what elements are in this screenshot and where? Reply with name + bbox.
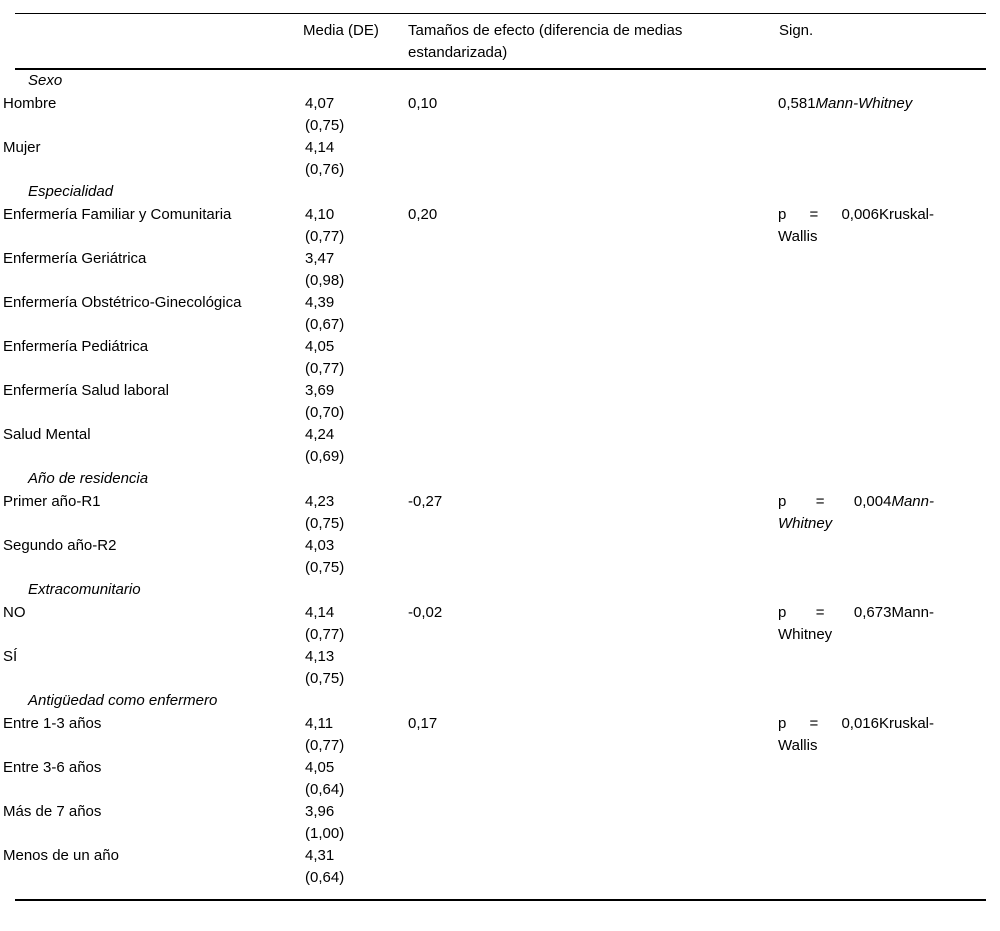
section-title: Especialidad (28, 183, 114, 200)
mean-value: 3,69 (305, 382, 335, 399)
mean-sd-cell (303, 801, 408, 845)
table-row-salud-laboral (0, 380, 1000, 424)
sign-eq: = (815, 604, 825, 621)
sign-value: 0,006 (841, 206, 879, 223)
effect-size-value: 0,17 (408, 715, 438, 732)
table-row-mas-de-7 (0, 801, 1000, 845)
table-row-familiar-comunitaria (0, 204, 1000, 248)
table-row-salud-mental (0, 424, 1000, 468)
mean-value: 4,14 (305, 604, 335, 621)
mean-sd-cell (303, 336, 408, 380)
sign-test-name: Mann-Whitney (815, 95, 913, 112)
row-label: Menos de un año (3, 847, 119, 864)
row-label: Enfermería Familiar y Comunitaria (3, 206, 232, 223)
sd-value: (1,00) (305, 825, 345, 842)
sign-test-name: Kruskal-Wallis (778, 715, 935, 754)
sd-value: (0,77) (305, 228, 345, 245)
significance-cell (778, 713, 934, 757)
sd-value: (0,67) (305, 316, 345, 333)
row-label: Mujer (3, 139, 41, 156)
table-row-no (0, 602, 1000, 646)
sd-value: (0,75) (305, 670, 345, 687)
column-header-effect: Tamaños de efecto (diferencia de medias estandarizada) (408, 22, 683, 61)
mean-value: 4,13 (305, 648, 335, 665)
table-body (0, 70, 1000, 899)
significance-cell (778, 491, 934, 535)
mean-sd-cell (303, 93, 408, 137)
sign-value: 0,581 (778, 95, 816, 112)
table-bottom-rule (15, 899, 986, 901)
table-row-mujer (0, 137, 1000, 181)
sd-value: (0,77) (305, 737, 345, 754)
mean-sd-cell (303, 137, 408, 181)
mean-value: 4,23 (305, 493, 335, 510)
mean-value: 3,47 (305, 250, 335, 267)
mean-value: 4,07 (305, 95, 335, 112)
sd-value: (0,64) (305, 869, 345, 886)
row-label: Enfermería Pediátrica (3, 338, 149, 355)
sd-value: (0,70) (305, 404, 345, 421)
mean-sd-cell (303, 646, 408, 690)
section-row-sexo (0, 70, 1000, 93)
sign-value: 0,673 (853, 604, 892, 621)
mean-value: 4,05 (305, 338, 335, 355)
sign-test-name: Kruskal-Wallis (778, 206, 935, 245)
mean-sd-cell (303, 845, 408, 889)
section-title: Antigüedad como enfermero (28, 692, 218, 709)
section-title: Extracomunitario (28, 581, 141, 598)
sign-test-name: Mann-Whitney (778, 604, 934, 643)
table-row-si (0, 646, 1000, 690)
sign-p: p (778, 715, 787, 732)
sd-value: (0,64) (305, 781, 345, 798)
mean-value: 4,24 (305, 426, 335, 443)
mean-sd-cell (303, 491, 408, 535)
table-row-menos-de-un-ano (0, 845, 1000, 889)
table-row-entre-3-6 (0, 757, 1000, 801)
table-row-obstetrico-ginecologica (0, 292, 1000, 336)
mean-value: 4,39 (305, 294, 335, 311)
mean-value: 3,96 (305, 803, 335, 820)
section-row-extracomunitario (0, 579, 1000, 602)
sign-value: 0,016 (841, 715, 879, 732)
row-label: Enfermería Geriátrica (3, 250, 147, 267)
mean-value: 4,31 (305, 847, 335, 864)
section-title: Sexo (28, 72, 63, 89)
mean-sd-cell (303, 602, 408, 646)
mean-sd-cell (303, 424, 408, 468)
sd-value: (0,69) (305, 448, 345, 465)
table-row-geriatrica (0, 248, 1000, 292)
mean-value: 4,11 (305, 715, 334, 732)
mean-sd-cell (303, 248, 408, 292)
mean-sd-cell (303, 713, 408, 757)
section-row-especialidad (0, 181, 1000, 204)
column-header-sign: Sign. (779, 22, 814, 39)
mean-value: 4,14 (305, 139, 335, 156)
effect-size-value: -0,27 (408, 493, 443, 510)
sd-value: (0,75) (305, 515, 345, 532)
sd-value: (0,77) (305, 626, 345, 643)
row-label: Primer año-R1 (3, 493, 101, 510)
mean-sd-cell (303, 535, 408, 579)
effect-size-value: 0,10 (408, 95, 438, 112)
sign-p: p (778, 493, 787, 510)
sd-value: (0,75) (305, 117, 345, 134)
row-label: Salud Mental (3, 426, 91, 443)
table-row-primer-ano (0, 491, 1000, 535)
effect-size-value: -0,02 (408, 604, 443, 621)
table-row-pediatrica (0, 336, 1000, 380)
row-label: Más de 7 años (3, 803, 102, 820)
sign-eq: = (809, 715, 819, 732)
significance-cell (778, 93, 934, 115)
mean-sd-cell (303, 292, 408, 336)
section-title: Año de residencia (28, 470, 149, 487)
table-row-hombre (0, 93, 1000, 137)
significance-cell (778, 204, 934, 248)
sign-eq: = (815, 493, 825, 510)
sign-p: p (778, 604, 787, 621)
effect-size-value: 0,20 (408, 206, 438, 223)
section-row-ano-residencia (0, 468, 1000, 491)
row-label: SÍ (3, 648, 18, 665)
significance-cell (778, 602, 934, 646)
mean-value: 4,10 (305, 206, 335, 223)
table-row-segundo-ano (0, 535, 1000, 579)
sd-value: (0,75) (305, 559, 345, 576)
mean-value: 4,05 (305, 759, 335, 776)
sign-eq: = (809, 206, 819, 223)
section-row-antiguedad (0, 690, 1000, 713)
mean-value: 4,03 (305, 537, 335, 554)
row-label: Entre 1-3 años (3, 715, 102, 732)
stats-table-page (0, 13, 1000, 931)
sign-test-name: Mann-Whitney (778, 493, 934, 532)
row-label: Enfermería Obstétrico-Ginecológica (3, 294, 242, 311)
sign-p: p (778, 206, 787, 223)
row-label: Entre 3-6 años (3, 759, 102, 776)
sd-value: (0,76) (305, 161, 345, 178)
row-label: NO (3, 604, 26, 621)
mean-sd-cell (303, 204, 408, 248)
table-header-row (0, 14, 1000, 68)
row-label: Hombre (3, 95, 57, 112)
sd-value: (0,77) (305, 360, 345, 377)
table-row-entre-1-3 (0, 713, 1000, 757)
sd-value: (0,98) (305, 272, 345, 289)
mean-sd-cell (303, 757, 408, 801)
sign-value: 0,004 (853, 493, 892, 510)
mean-sd-cell (303, 380, 408, 424)
column-header-media: Media (DE) (303, 22, 379, 39)
row-label: Enfermería Salud laboral (3, 382, 169, 399)
row-label: Segundo año-R2 (3, 537, 117, 554)
